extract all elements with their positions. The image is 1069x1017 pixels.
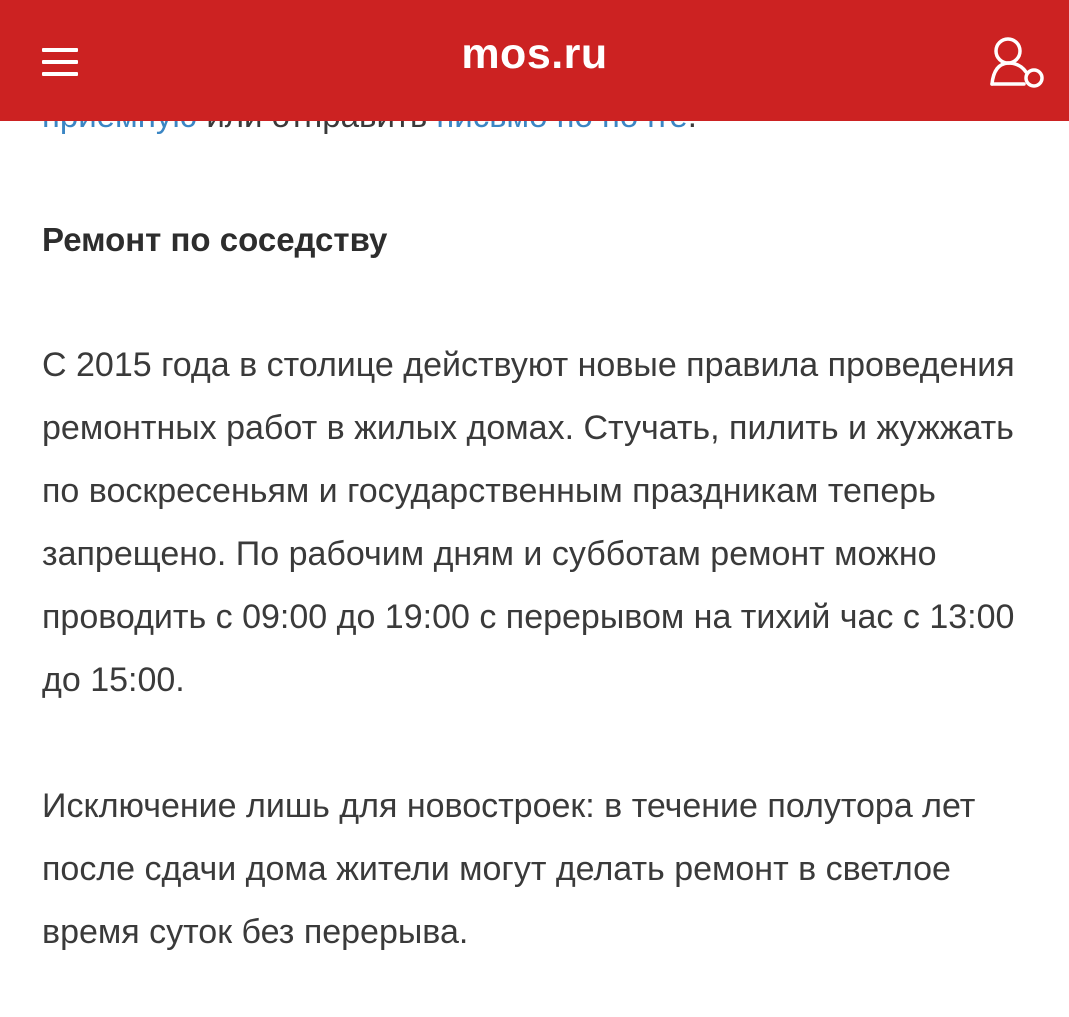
site-header	[0, 0, 1069, 121]
paragraph-new-buildings-exception: Исключение лишь для новостроек: в течение полутора лет после сдачи дома жители могут делать ремонт в светлое время суток без перерыва.	[42, 787, 976, 951]
section-title: Ремонт по соседству	[42, 221, 388, 258]
user-account-button[interactable]	[980, 34, 1050, 94]
paragraph-renovation-rules: С 2015 года в столице действуют новые правила проведения ремонтных работ в жилых домах. Стучать, пилить и жужжать по воскресеньям и государственным праздникам теперь запрещено. По рабочим дням и субботам ремонт можно проводить с 09:00 до 19:00 с перерывом на тихий час с 13:00 до 15:00.	[42, 346, 1015, 699]
user-account-icon	[980, 34, 1050, 94]
site-logo[interactable]: mos.ru	[461, 30, 608, 78]
